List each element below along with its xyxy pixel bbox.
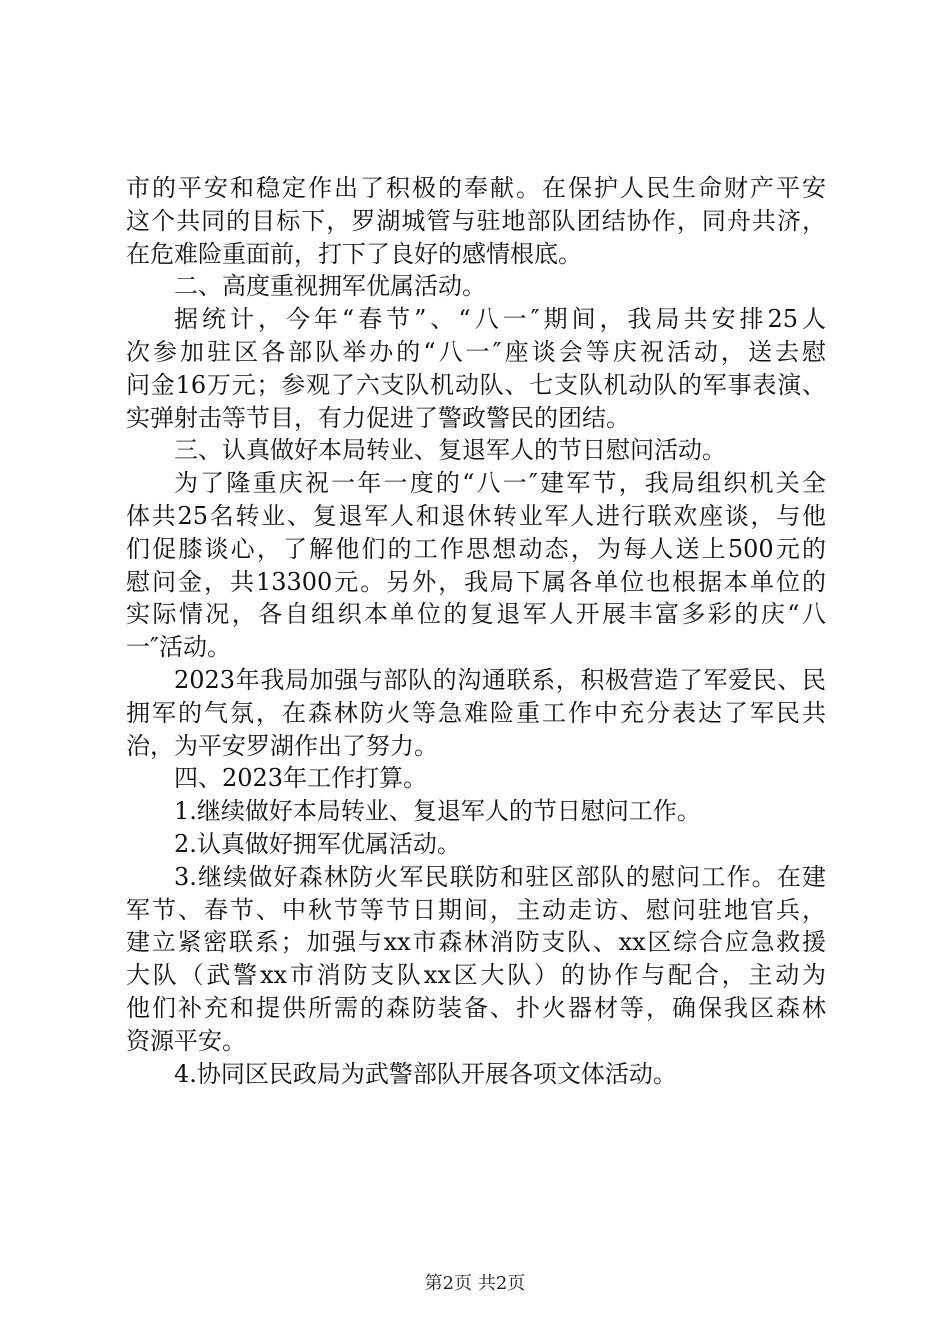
text-line: 市的平安和稳定作出了积极的奉献。在保护人民生命财产平安 bbox=[126, 174, 826, 202]
text-line: 为了隆重庆祝一年一度的“八一″建军节，我局组织机关全 bbox=[174, 469, 826, 498]
text-line: 资源平安。 bbox=[126, 1026, 246, 1055]
text-line: 3.继续做好森林防火军民联防和驻区部队的慰问工作。在建 bbox=[174, 862, 826, 891]
text-line: 们促膝谈心，了解他们的工作思想动态，为每人送上500元的 bbox=[126, 534, 826, 563]
paragraph-statistics bbox=[126, 303, 826, 434]
plan-item-4 bbox=[126, 1058, 826, 1091]
document-body bbox=[126, 172, 826, 1090]
text-line: 体共25名转业、复退军人和退休转业军人进行联欢座谈，与他 bbox=[126, 501, 826, 530]
text-line: 2.认真做好拥军优属活动。 bbox=[174, 829, 461, 858]
text-line: 拥军的气氛，在森林防火等急难险重工作中充分表达了军民共 bbox=[126, 698, 826, 727]
text-line: 1.继续做好本局转业、复退军人的节日慰问工作。 bbox=[174, 797, 701, 826]
text-line: 4.协同区民政局为武警部队开展各项文体活动。 bbox=[174, 1059, 677, 1088]
text-line: 军节、春节、中秋节等节日期间，主动走访、慰问驻地官兵， bbox=[126, 895, 826, 924]
heading-text: 三、认真做好本局转业、复退军人的节日慰问活动。 bbox=[174, 436, 726, 465]
text-line: 实际情况，各自组织本单位的复退军人开展丰富多彩的庆“八 bbox=[126, 600, 826, 629]
text-line: 实弹射击等节目，有力促进了警政警民的团结。 bbox=[126, 403, 630, 432]
text-line: 一″活动。 bbox=[126, 633, 231, 662]
paragraph-2023-summary bbox=[126, 664, 826, 762]
plan-item-3 bbox=[126, 861, 826, 1058]
section-heading-4 bbox=[126, 762, 826, 795]
text-line: 2023年我局加强与部队的沟通联系，积极营造了军爱民、民 bbox=[174, 665, 826, 694]
page-footer bbox=[0, 1272, 950, 1296]
text-line: 他们补充和提供所需的森防装备、扑火器材等，确保我区森林 bbox=[126, 993, 826, 1022]
paragraph-bayi bbox=[126, 467, 826, 664]
section-heading-3 bbox=[126, 434, 826, 467]
heading-text: 四、2023年工作打算。 bbox=[174, 764, 428, 793]
text-line: 次参加驻区各部队举办的“八一″座谈会等庆祝活动，送去慰 bbox=[126, 337, 826, 366]
plan-item-2 bbox=[126, 828, 826, 861]
text-line: 在危难险重面前，打下了良好的感情根底。 bbox=[126, 239, 582, 268]
section-heading-2 bbox=[126, 270, 826, 303]
page-number: 第2页 共2页 bbox=[424, 1273, 526, 1294]
text-line: 慰问金，共13300元。另外，我局下属各单位也根据本单位的 bbox=[126, 567, 826, 596]
text-line: 据统计，今年“春节”、“八一″期间，我局共安排25人 bbox=[174, 305, 826, 334]
heading-text: 二、高度重视拥军优属活动。 bbox=[174, 272, 486, 301]
plan-item-1 bbox=[126, 795, 826, 828]
text-line: 大队（武警xx市消防支队xx区大队）的协作与配合，主动为 bbox=[126, 961, 826, 990]
paragraph-continuation bbox=[126, 172, 826, 270]
text-line: 这个共同的目标下，罗湖城管与驻地部队团结协作，同舟共济， bbox=[126, 206, 826, 235]
text-line: 治，为平安罗湖作出了努力。 bbox=[126, 731, 438, 760]
text-line: 建立紧密联系；加强与xx市森林消防支队、xx区综合应急救援 bbox=[126, 928, 826, 957]
text-line: 问金16万元；参观了六支队机动队、七支队机动队的军事表演、 bbox=[126, 370, 826, 399]
